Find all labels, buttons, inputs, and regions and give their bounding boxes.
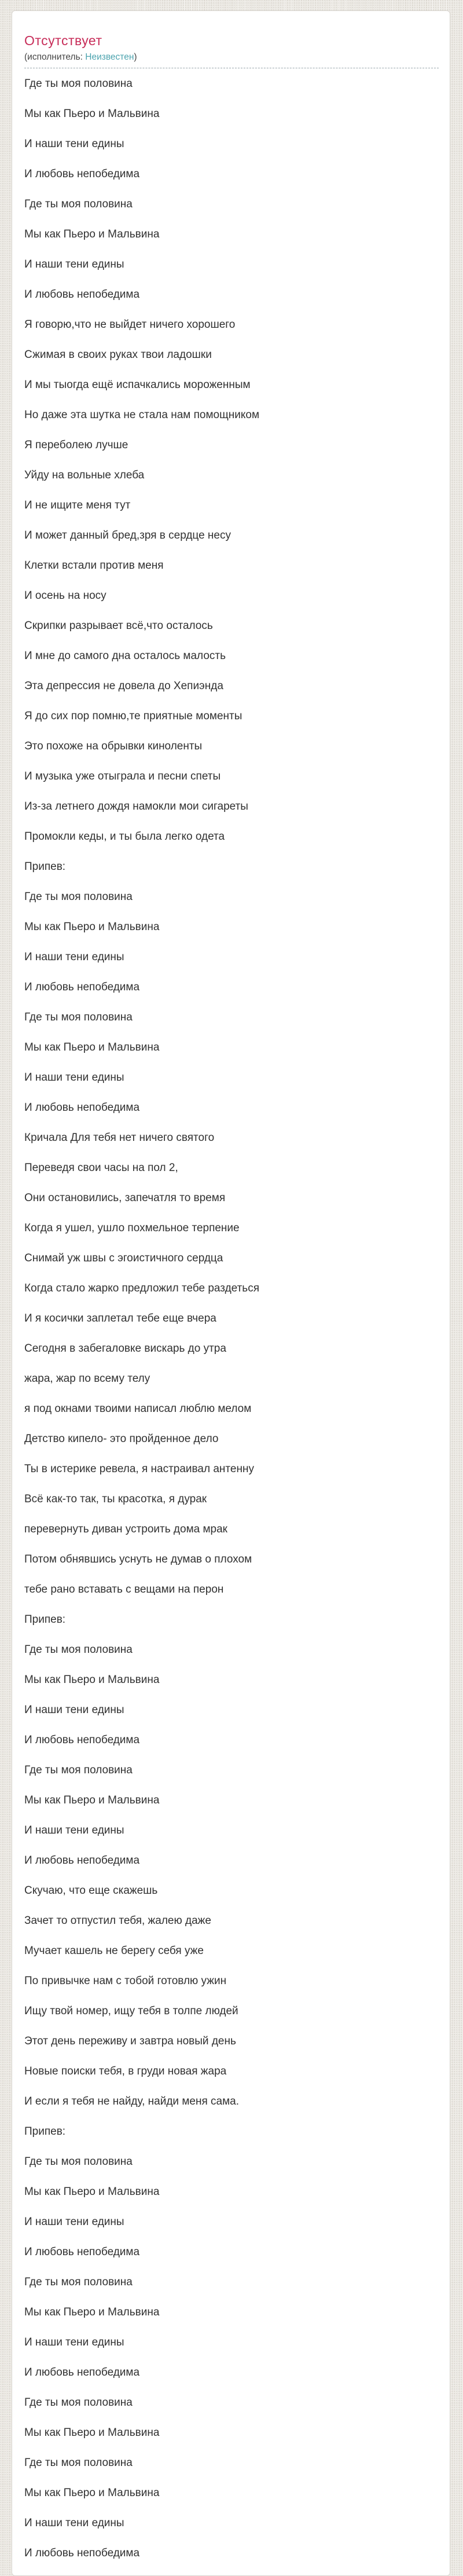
lyric-line: Сжимая в своих руках твои ладошки bbox=[24, 349, 212, 361]
lyric-line: Из-за летнего дождя намокли мои сигареты bbox=[24, 800, 248, 813]
lyric-line: Я переболею лучше bbox=[24, 439, 128, 451]
lyric-line: Где ты моя половина bbox=[24, 2276, 133, 2288]
lyric-line: тебе рано вставать с вещами на перон bbox=[24, 1583, 224, 1596]
lyric-line: Зачет то отпустил тебя, жалею даже bbox=[24, 1915, 211, 1927]
lyric-line: И я косички заплетал тебе еще вчера bbox=[24, 1312, 216, 1324]
lyric-line: И наши тени едины bbox=[24, 1071, 124, 1084]
lyric-line: Скрипки разрывает всё,что осталось bbox=[24, 620, 213, 632]
lyric-line: И любовь непобедима bbox=[24, 1854, 140, 1867]
lyric-line: И любовь непобедима bbox=[24, 288, 140, 301]
lyric-line: И любовь непобедима bbox=[24, 2366, 140, 2379]
lyrics-card bbox=[12, 10, 450, 2576]
lyric-line: И наши тени едины bbox=[24, 138, 124, 150]
lyric-line: Мы как Пьеро и Мальвина bbox=[24, 2306, 160, 2318]
lyric-line: Где ты моя половина bbox=[24, 2457, 133, 2469]
chorus-label: Припев: bbox=[24, 2125, 66, 2138]
lyric-line: Этот день переживу и завтра новый день bbox=[24, 2035, 236, 2047]
lyric-line: Эта депрессия не довела до Хепиэнда bbox=[24, 680, 223, 692]
lyric-line: Я говорю,что не выйдет ничего хорошего bbox=[24, 319, 236, 331]
lyric-line: И любовь непобедима bbox=[24, 981, 140, 993]
lyric-line: И наши тени едины bbox=[24, 951, 124, 963]
lyric-line: Где ты моя половина bbox=[24, 1011, 133, 1023]
lyric-line: Но даже эта шутка не стала нам помощником bbox=[24, 409, 260, 421]
lyric-line: Переведя свои часы на пол 2, bbox=[24, 1162, 178, 1174]
song-title: Отсутствует bbox=[24, 33, 102, 48]
chorus-label: Припев: bbox=[24, 861, 66, 873]
card-content bbox=[12, 11, 450, 2568]
lyric-line: И наши тени едины bbox=[24, 1824, 124, 1836]
lyric-line: Сегодня в забегаловке вискарь до утра bbox=[24, 1342, 226, 1355]
lyric-line: Это похоже на обрывки киноленты bbox=[24, 740, 203, 752]
chorus-label: Припев: bbox=[24, 1613, 66, 1626]
artist-label-close: ) bbox=[134, 52, 137, 62]
lyric-line: Мы как Пьеро и Мальвина bbox=[24, 228, 160, 240]
lyric-line: Ты в истерике ревела, я настраивал антенну bbox=[24, 1463, 254, 1475]
lyric-line: Когда я ушел, ушло похмельное терпение bbox=[24, 1222, 240, 1234]
lyric-line: Мы как Пьеро и Мальвина bbox=[24, 1794, 160, 1806]
lyric-line: И наши тени едины bbox=[24, 2216, 124, 2228]
lyric-line: Скучаю, что еще скажешь bbox=[24, 1885, 158, 1897]
lyric-line: Они остановились, запечатля то время bbox=[24, 1192, 226, 1204]
lyric-line: Где ты моя половина bbox=[24, 1644, 133, 1656]
lyric-line: Я до сих пор помню,те приятные моменты bbox=[24, 710, 242, 722]
lyrics-text-block bbox=[24, 68, 439, 2568]
lyric-line: Мучает кашель не берегу себя уже bbox=[24, 1945, 204, 1957]
lyric-line: И любовь непобедима bbox=[24, 168, 140, 180]
lyric-line: И любовь непобедима bbox=[24, 2246, 140, 2258]
lyric-line: Где ты моя половина bbox=[24, 891, 133, 903]
song-header bbox=[24, 17, 439, 68]
lyric-line: Когда стало жарко предложил тебе раздеться bbox=[24, 1282, 259, 1294]
lyric-line: Мы как Пьеро и Мальвина bbox=[24, 2186, 160, 2198]
lyric-line: И любовь непобедима bbox=[24, 2547, 140, 2559]
lyric-line: И наши тени едины bbox=[24, 2336, 124, 2348]
lyric-line: Мы как Пьеро и Мальвина bbox=[24, 1674, 160, 1686]
lyric-line: Мы как Пьеро и Мальвина bbox=[24, 108, 160, 120]
lyric-line: Клетки встали против меня bbox=[24, 559, 164, 572]
lyric-line: Где ты моя половина bbox=[24, 1764, 133, 1776]
lyric-line: И мне до самого дна осталось малость bbox=[24, 650, 226, 662]
lyric-line: Где ты моя половина bbox=[24, 198, 133, 210]
lyric-line: И наши тени едины bbox=[24, 2517, 124, 2529]
lyric-line: жара, жар по всему телу bbox=[24, 1373, 150, 1385]
lyric-line: Мы как Пьеро и Мальвина bbox=[24, 2487, 160, 2499]
lyric-line: Где ты моя половина bbox=[24, 2396, 133, 2409]
lyric-line: И музыка уже отыграла и песни спеты bbox=[24, 770, 221, 782]
lyric-line: Снимай уж швы с эгоистичного сердца bbox=[24, 1252, 223, 1264]
lyric-line: И может данный бред,зря в сердце несу bbox=[24, 529, 231, 541]
artist-line bbox=[24, 51, 439, 63]
lyric-line: Детство кипело- это пройденное дело bbox=[24, 1433, 219, 1445]
lyric-line: Где ты моя половина bbox=[24, 78, 133, 90]
lyric-line: Где ты моя половина bbox=[24, 2156, 133, 2168]
lyric-line: По привычке нам с тобой готовлю ужин bbox=[24, 1975, 227, 1987]
lyric-line: И осень на носу bbox=[24, 590, 106, 602]
lyric-line: И если я тебя не найду, найди меня сама. bbox=[24, 2095, 239, 2107]
lyric-line: я под окнами твоими написал люблю мелом bbox=[24, 1403, 252, 1415]
lyric-line: перевернуть диван устроить дома мрак bbox=[24, 1523, 227, 1535]
lyric-line: И любовь непобедима bbox=[24, 1102, 140, 1114]
lyric-line: Мы как Пьеро и Мальвина bbox=[24, 2427, 160, 2439]
lyric-line: Новые поиски тебя, в груди новая жара bbox=[24, 2065, 227, 2077]
artist-label-open: (исполнитель: bbox=[24, 52, 86, 62]
lyric-line: Ищу твой номер, ищу тебя в толпе людей bbox=[24, 2005, 238, 2017]
lyric-line: И не ищите меня тут bbox=[24, 499, 131, 511]
lyric-line: И наши тени едины bbox=[24, 258, 124, 270]
artist-link[interactable]: Неизвестен bbox=[85, 52, 134, 62]
lyric-line: Уйду на вольные хлеба bbox=[24, 469, 145, 481]
lyric-line: Потом обнявшись уснуть не думав о плохом bbox=[24, 1553, 252, 1565]
lyric-line: Кричала Для тебя нет ничего святого bbox=[24, 1132, 215, 1144]
lyric-line: Мы как Пьеро и Мальвина bbox=[24, 1041, 160, 1053]
lyric-line: И любовь непобедима bbox=[24, 1734, 140, 1746]
lyric-line: И наши тени едины bbox=[24, 1704, 124, 1716]
lyric-line: Всё как-то так, ты красотка, я дурак bbox=[24, 1493, 207, 1505]
lyric-line: Мы как Пьеро и Мальвина bbox=[24, 921, 160, 933]
lyric-line: Промокли кеды, и ты была легко одета bbox=[24, 830, 225, 843]
lyric-line: И мы тыогда ещё испачкались мороженным bbox=[24, 379, 251, 391]
